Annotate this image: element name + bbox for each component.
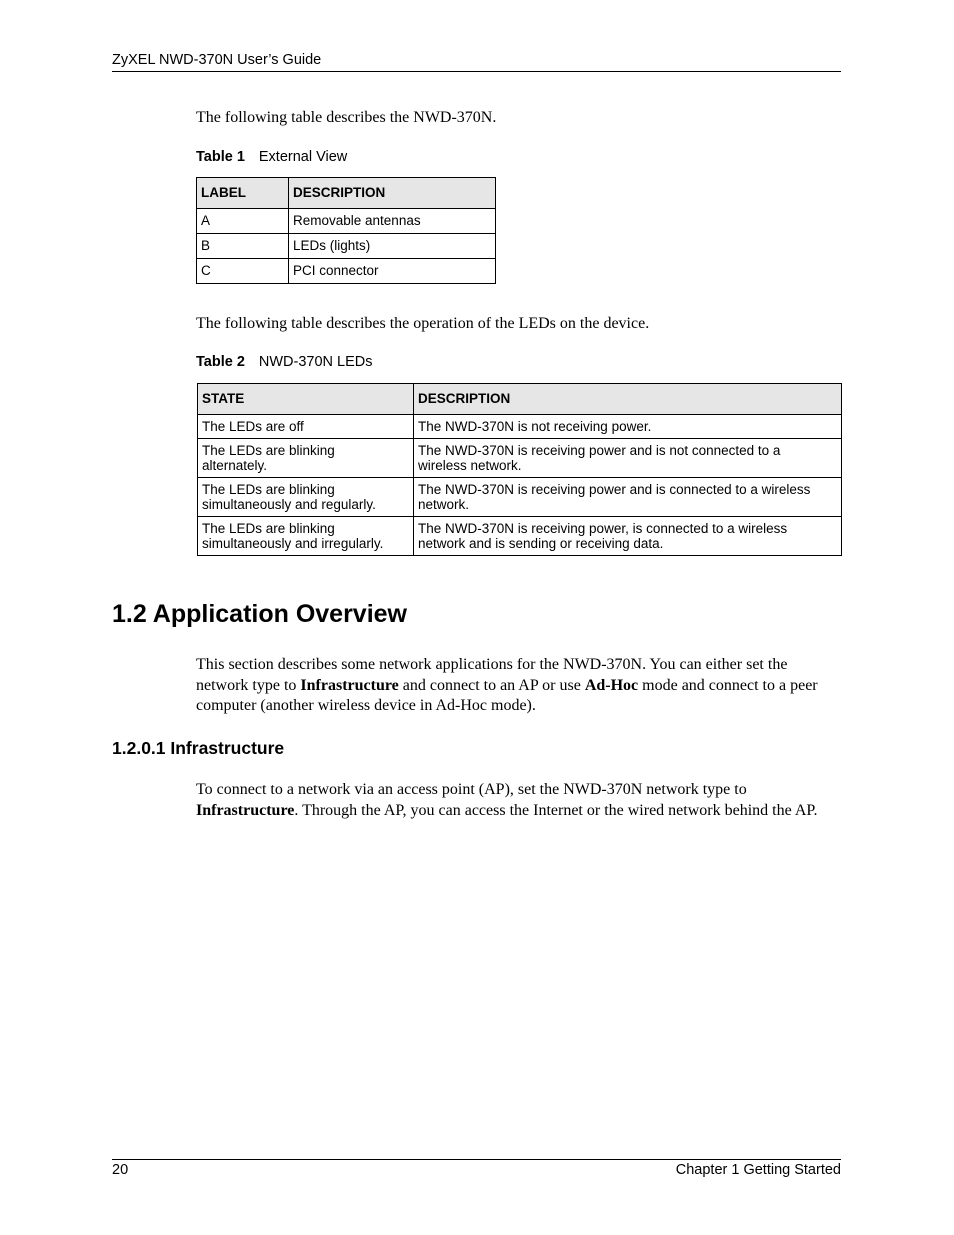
table-cell: A — [197, 209, 289, 234]
table-row — [198, 477, 842, 516]
table-2-caption-title: NWD-370N LEDs — [258, 354, 373, 370]
table-2-caption-number: Table 2 — [196, 354, 245, 370]
external-view-table — [196, 177, 496, 284]
table-row — [198, 516, 842, 555]
table-1-caption-number: Table 1 — [196, 149, 245, 165]
table-cell: The NWD-370N is receiving power, is connected to a wireless network and is sending or receiving data. — [414, 516, 842, 555]
text-run: To connect to a network via an access point (AP), set the NWD-370N network type to — [196, 781, 747, 798]
text-run: . Through the AP, you can access the Internet or the wired network behind the AP. — [294, 801, 818, 819]
table-2-caption — [196, 354, 373, 370]
table-row — [198, 438, 842, 477]
table-cell: The NWD-370N is not receiving power. — [414, 415, 842, 439]
table-cell: The LEDs are blinking simultaneously and irregularly. — [198, 516, 414, 555]
leds-table — [197, 383, 842, 556]
column-header: LABEL — [197, 178, 289, 209]
table-cell: LEDs (lights) — [289, 234, 496, 259]
chapter-name: Chapter 1 Getting Started — [675, 1162, 841, 1178]
table-1-caption-title: External View — [258, 149, 348, 165]
subsection-paragraph — [196, 780, 841, 821]
column-header: DESCRIPTION — [414, 384, 842, 415]
table-header-row — [197, 178, 496, 209]
table-cell: The NWD-370N is receiving power and is connected to a wireless network. — [414, 477, 842, 516]
table-1-caption — [196, 149, 347, 165]
table-cell: Removable antennas — [289, 209, 496, 234]
table-cell: The LEDs are blinking simultaneously and regularly. — [198, 477, 414, 516]
column-header: STATE — [198, 384, 414, 415]
table-header-row — [198, 384, 842, 415]
text-run: mode and connect to a peer computer (another wireless device in Ad-Hoc mode). — [196, 676, 818, 714]
intro-table-2: The following table describes the operation of the LEDs on the device. — [196, 315, 650, 332]
page-number: 20 — [112, 1162, 129, 1178]
table-cell: The LEDs are blinking alternately. — [198, 438, 414, 477]
table-cell: The LEDs are off — [198, 415, 414, 439]
section-paragraph — [196, 655, 841, 717]
bold-term-infrastructure: Infrastructure — [196, 801, 295, 819]
text-run: This section describes some network applications for the NWD-370N. You can either set the network type to — [196, 656, 788, 694]
intro-table-1: The following table describes the NWD-370N. — [196, 109, 497, 126]
table-cell: C — [197, 259, 289, 284]
subsection-heading: 1.2.0.1 Infrastructure — [112, 738, 285, 758]
table-row — [197, 259, 496, 284]
column-header: DESCRIPTION — [289, 178, 496, 209]
text-run: and connect to an AP or use — [398, 676, 585, 694]
table-row — [198, 415, 842, 439]
bold-term-ad-hoc: Ad-Hoc — [584, 676, 639, 694]
table-row — [197, 209, 496, 234]
footer-rule — [112, 1159, 841, 1160]
table-cell: B — [197, 234, 289, 259]
table-cell: The NWD-370N is receiving power and is not connected to a wireless network. — [414, 438, 842, 477]
section-heading: 1.2 Application Overview — [112, 600, 408, 628]
table-row — [197, 234, 496, 259]
bold-term-infrastructure: Infrastructure — [300, 676, 399, 694]
table-cell: PCI connector — [289, 259, 496, 284]
running-header: ZyXEL NWD-370N User’s Guide — [112, 52, 841, 72]
